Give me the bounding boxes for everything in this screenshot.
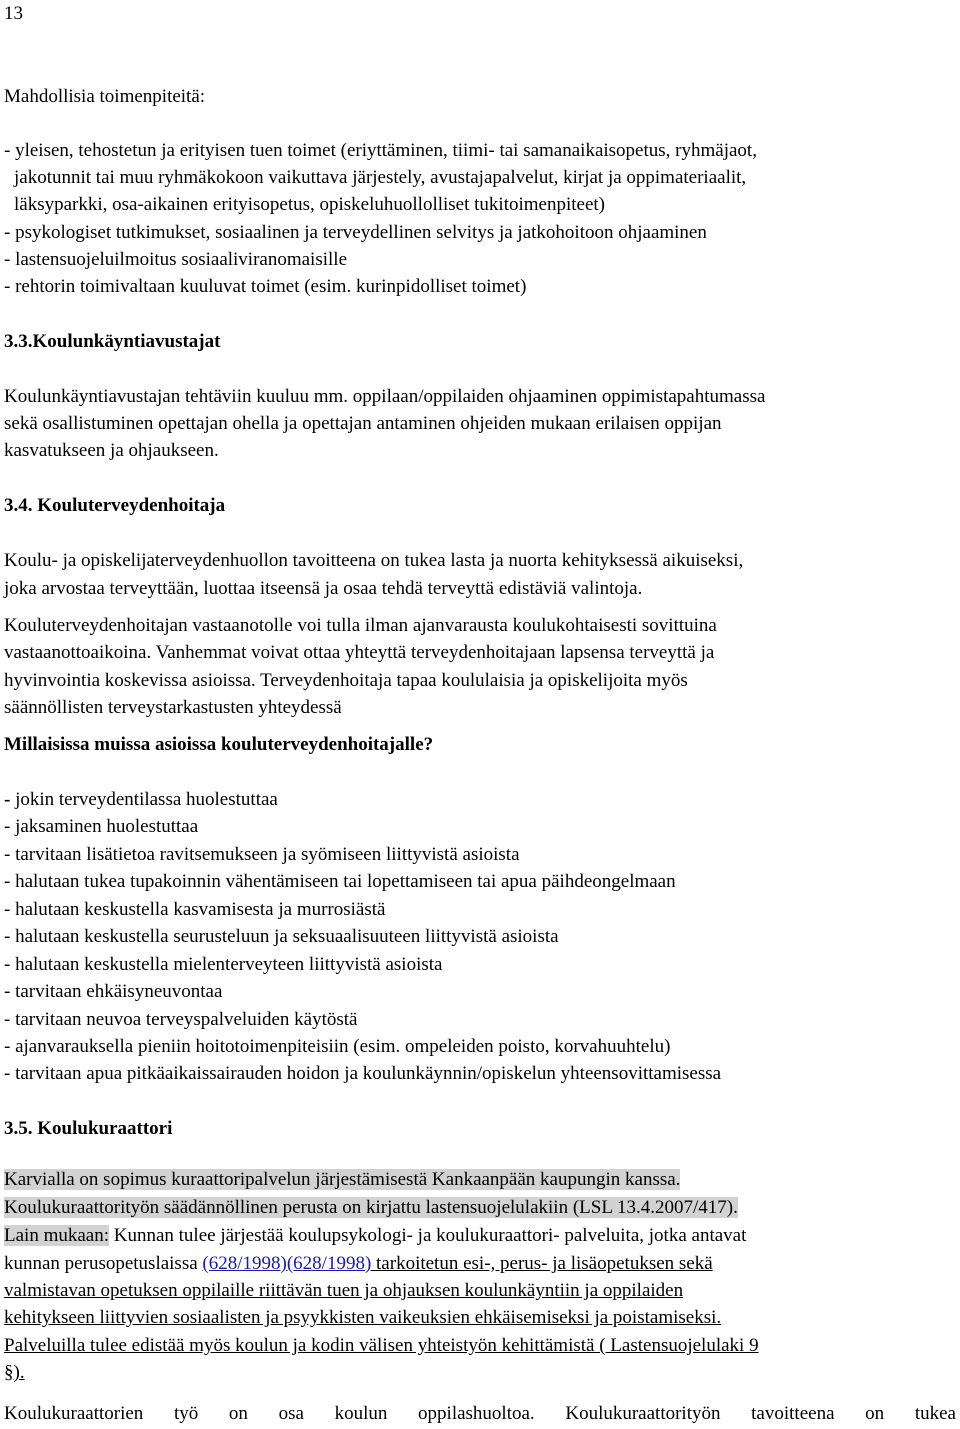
list-item: - halutaan keskustella mielenterveyteen liittyvistä asioista bbox=[4, 954, 443, 975]
list-dash: - bbox=[4, 789, 11, 810]
measures-line: - rehtorin toimivaltaan kuuluvat toimet (esim. kurinpidolliset toimet) bbox=[4, 276, 527, 297]
measures-heading: Mahdollisia toimenpiteitä: bbox=[4, 86, 206, 107]
list-item: - tarvitaan ehkäisyneuvontaa bbox=[4, 981, 223, 1002]
list-item: - tarvitaan lisätietoa ravitsemukseen ja syömiseen liittyvistä asioista bbox=[4, 844, 520, 865]
list-item: - halutaan tukea tupakoinnin vähentämiseen tai lopettamiseen tai apua päihdeongelmaan bbox=[4, 871, 676, 892]
law-text-underlined: tarkoitetun esi-, perus- ja lisäopetuksen sekä bbox=[371, 1253, 713, 1274]
highlighted-line bbox=[4, 1196, 738, 1220]
paragraph-line: säännöllisten terveystarkastusten yhteydessä bbox=[4, 697, 342, 718]
paragraph-line: vastaanottoaikoina. Vanhemmat voivat ottaa yhteyttä terveydenhoitajaan lapsensa terveyttä ja bbox=[4, 642, 715, 663]
underlined-line: §). bbox=[4, 1362, 25, 1383]
highlight-text: Koulukuraattorityön säädännöllinen perusta on kirjattu lastensuojelulakiin (LSL 13.4.2007/417). bbox=[4, 1197, 738, 1218]
highlighted-line bbox=[4, 1168, 680, 1192]
section-heading-3-5: 3.5. Koulukuraattori bbox=[4, 1118, 173, 1139]
paragraph-line: hyvinvointia koskevissa asioissa. Terveydenhoitaja tapaa koululaisia ja opiskelijoita myös bbox=[4, 670, 688, 691]
measures-line: läksyparkki, osa-aikainen erityisopetus, opiskeluhuollolliset tukitoimenpiteet) bbox=[14, 194, 605, 215]
page-number: 13 bbox=[4, 3, 23, 24]
law-line bbox=[4, 1252, 713, 1276]
highlight-text: Karvialla on sopimus kuraattoripalvelun järjestämisestä Kankaanpään kaupungin kanssa. bbox=[4, 1169, 681, 1190]
law-text: kunnan perusopetuslaissa bbox=[4, 1253, 203, 1274]
paragraph-line: joka arvostaa terveyttään, luottaa itseensä ja osaa tehdä terveyttä edistäviä valintoja. bbox=[4, 578, 643, 599]
paragraph-line: sekä osallistuminen opettajan ohella ja opettajan antaminen ohjeiden mukaan erilaisen oppijan bbox=[4, 413, 722, 434]
question-heading: Millaisissa muissa asioissa kouluterveydenhoitajalle? bbox=[4, 734, 434, 755]
list-item: - halutaan keskustella kasvamisesta ja murrosiästä bbox=[4, 899, 386, 920]
list-item: - jaksaminen huolestuttaa bbox=[4, 816, 199, 837]
measures-line: - lastensuojeluilmoitus sosiaaliviranomaisille bbox=[4, 249, 348, 270]
list-item: - halutaan keskustella seurusteluun ja seksuaalisuuteen liittyvistä asioista bbox=[4, 926, 559, 947]
section-heading-3-3: 3.3.Koulunkäyntiavustajat bbox=[4, 331, 221, 352]
underlined-line: valmistavan opetuksen oppilaille riittävän tuen ja ohjauksen koulunkäyntiin ja oppilaiden bbox=[4, 1280, 684, 1301]
section-heading-3-4: 3.4. Kouluterveydenhoitaja bbox=[4, 495, 226, 516]
paragraph-line: Koulu- ja opiskelijaterveydenhuollon tavoitteena on tukea lasta ja nuorta kehityksessä aikuiseksi, bbox=[4, 550, 744, 571]
list-item bbox=[4, 788, 278, 812]
paragraph-line: Koulunkäyntiavustajan tehtäviin kuuluu mm. oppilaan/oppilaiden ohjaaminen oppimistapahtumassa bbox=[4, 386, 766, 407]
law-label: Lain mukaan: bbox=[4, 1225, 109, 1246]
underlined-line: kehitykseen liittyvien sosiaalisten ja psyykkisten vaikeuksien ehkäisemiseksi ja poistamiseksi. bbox=[4, 1307, 722, 1328]
law-reference-link[interactable]: (628/1998)(628/1998) bbox=[202, 1253, 372, 1274]
measures-line: jakotunnit tai muu ryhmäkokoon vaikuttava järjestely, avustajapalvelut, kirjat ja oppimateriaalit, bbox=[14, 167, 747, 188]
measures-line: - psykologiset tutkimukset, sosiaalinen ja terveydellinen selvitys ja jatkohoitoon ohjaaminen bbox=[4, 222, 707, 243]
law-text: Kunnan tulee järjestää koulupsykologi- ja koulukuraattori- palveluita, jotka antavat bbox=[109, 1225, 747, 1246]
paragraph-line: Koulukuraattorien työ on osa koulun oppilashuoltoa. Koulukuraattorityön tavoitteena on tukea bbox=[4, 1403, 956, 1424]
list-item: - tarvitaan apua pitkäaikaissairauden hoidon ja koulunkäynnin/opiskelun yhteensovittamisessa bbox=[4, 1063, 722, 1084]
list-item: - tarvitaan neuvoa terveyspalveluiden käytöstä bbox=[4, 1009, 358, 1030]
list-item-text: jokin terveydentilassa huolestuttaa bbox=[10, 789, 278, 810]
list-item: - ajanvarauksella pieniin hoitotoimenpiteisiin (esim. ompeleiden poisto, korvahuuhtelu) bbox=[4, 1036, 671, 1057]
law-line bbox=[4, 1224, 746, 1248]
paragraph-line: kasvatukseen ja ohjaukseen. bbox=[4, 440, 219, 461]
underlined-line: Palveluilla tulee edistää myös koulun ja kodin välisen yhteistyön kehittämistä ( Lastensuojelulaki 9 bbox=[4, 1335, 759, 1356]
paragraph-line: Kouluterveydenhoitajan vastaanotolle voi tulla ilman ajanvarausta koulukohtaisesti sovittuina bbox=[4, 615, 717, 636]
measures-line: - yleisen, tehostetun ja erityisen tuen toimet (eriyttäminen, tiimi- tai samanaikaisopetus, ryhmäjaot, bbox=[4, 140, 757, 161]
